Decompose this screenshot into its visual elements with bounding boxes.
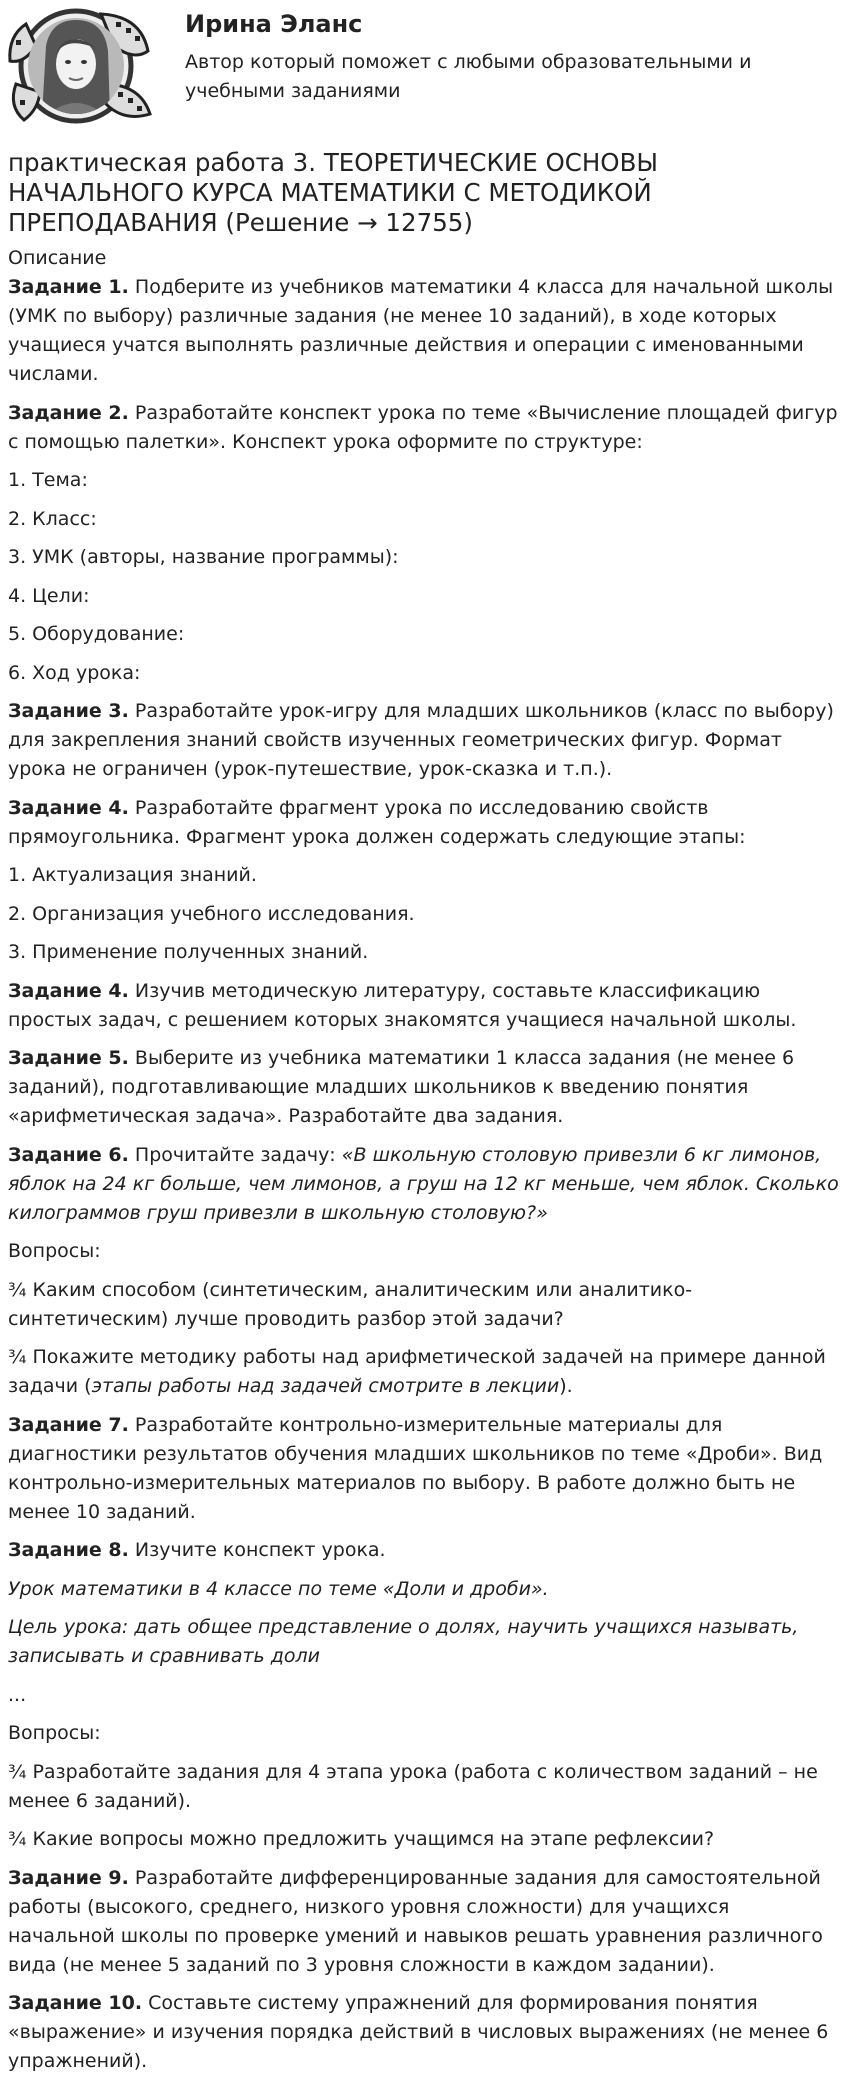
outline-item: 1. Тема: [8,469,88,491]
outline-item: 2. Класс: [8,507,97,530]
questions-label: Вопросы: [8,1240,101,1262]
lesson-goal: Цель урока: дать общее представление о долях, научить учащихся называть, записывать и сравнивать доли [8,1616,799,1667]
document-content [8,244,840,2086]
questions-label: Вопросы: [8,1722,101,1744]
task-text: Прочитайте задачу: [128,1143,342,1166]
task-8 [8,1536,840,1565]
task-text: Выберите из учебника математики 1 класса задания (не менее 6 заданий), подготавливающие младших школьников к введению понятия «арифметическая задача». Разработайте два задания. [8,1047,795,1127]
author-description: Автор который поможет с любыми образовательными и учебными заданиями [185,51,752,102]
avatar-image [6,6,156,126]
task-text: Подберите из учебников математики 4 класса для начальной школы (УМК по выбору) различные задания (не менее 10 заданий), в ходе которых учащиеся учатся выполнять различные действия и операции с именованными числами. [8,276,834,385]
task-label: Задание 7. [8,1413,129,1436]
task-text: Разработайте конспект урока по теме «Вычисление площадей фигур с помощью палетки». Конспект урока оформите по структуре: [8,401,838,453]
question-item: ¾ Разработайте задания для 4 этапа урока (работа с количеством заданий – не менее 6 заданий). [8,1760,818,1812]
task-label: Задание 3. [8,700,129,722]
task-label: Задание 4. [8,979,129,1002]
task-4b [8,977,840,1035]
task-label: Задание 9. [8,1866,129,1889]
outline-item: 6. Ход урока: [8,661,141,684]
outline-item: 5. Оборудование: [8,623,185,645]
task-text: Разработайте контрольно-измерительные материалы для диагностики результатов обучения младших школьников по теме «Дроби». Вид контрольно-измерительных материалов по выбору. В работе должно быть не менее 10 заданий. [8,1413,823,1523]
stage-item: 2. Организация учебного исследования. [8,902,415,925]
task-6 [8,1141,840,1228]
ellipsis: ... [8,1683,27,1706]
task-text: Составьте систему упражнений для формирования понятия «выражение» и изучения порядка действий в числовых выражениях (не менее 6 упражнений). [8,1992,829,2072]
task-2 [8,399,840,457]
question-item: ¾ Каким способом (синтетическим, аналитическим или аналитико-синтетическим) лучше проводить разбор этой задачи? [8,1278,693,1330]
task-1 [8,273,840,389]
task-label: Задание 10. [8,1992,143,2014]
task-9 [8,1864,840,1980]
task-label: Задание 8. [8,1539,129,1561]
question-note: этапы работы над задачей смотрите в лекции [91,1375,560,1397]
task-label: Задание 1. [8,276,129,298]
document-title: практическая работа 3. ТЕОРЕТИЧЕСКИЕ ОСНОВЫ НАЧАЛЬНОГО КУРСА МАТЕМАТИКИ С МЕТОДИКОЙ ПРЕПОДАВАНИЯ (Решение → 12755) [8,148,659,237]
task-problem-text: «В школьную столовую привезли 6 кг лимонов, яблок на 24 кг больше, чем лимонов, а груш на 12 кг меньше, чем яблок. Сколько килограммов груш привезли в школьную столовую?» [8,1143,839,1224]
question-item [8,1343,840,1401]
task-text: Изучив методическую литературу, составьте классификацию простых задач, с решением которых знакомятся учащиеся начальной школы. [8,979,797,1031]
author-header [0,0,847,130]
task-label: Задание 6. [8,1143,129,1166]
task-10 [8,1989,840,2076]
task-4a [8,794,840,852]
question-item: ¾ Какие вопросы можно предложить учащимся на этапе рефлексии? [8,1828,715,1850]
description-heading: Описание [8,247,107,269]
task-text: Разработайте фрагмент урока по исследованию свойств прямоугольника. Фрагмент урока должен содержать следующие этапы: [8,796,746,848]
task-text: Разработайте урок-игру для младших школьников (класс по выбору) для закрепления знаний свойств изученных геометрических фигур. Формат урока не ограничен (урок-путешествие, урок-сказка и т.п.). [8,700,834,780]
outline-item: 4. Цели: [8,584,90,607]
outline-item: 3. УМК (авторы, название программы): [8,546,399,568]
task-7 [8,1411,840,1527]
question-text: ¾ Покажите методику работы над арифметической задачей на примере данной задачи ( [8,1346,826,1397]
task-3 [8,697,840,784]
author-name[interactable]: Ирина Эланс [185,10,363,38]
task-label: Задание 5. [8,1047,129,1069]
lesson-title: Урок математики в 4 классе по теме «Доли и дроби». [8,1577,549,1600]
question-text-end: ). [559,1375,573,1397]
stage-item: 3. Применение полученных знаний. [8,941,369,963]
task-5 [8,1044,840,1131]
task-text: Изучите конспект урока. [128,1539,386,1561]
stage-item: 1. Актуализация знаний. [8,864,257,886]
task-text: Разработайте дифференцированные задания для самостоятельной работы (высокого, среднего, низкого уровня сложности) для учащихся начальной школы по проверке умений и навыков решать уравнения различного вида (не менее 5 заданий по 3 уровня сложности в каждом задании). [8,1866,823,1976]
author-avatar[interactable] [6,6,156,126]
task-label: Задание 4. [8,796,129,819]
task-label: Задание 2. [8,401,129,424]
